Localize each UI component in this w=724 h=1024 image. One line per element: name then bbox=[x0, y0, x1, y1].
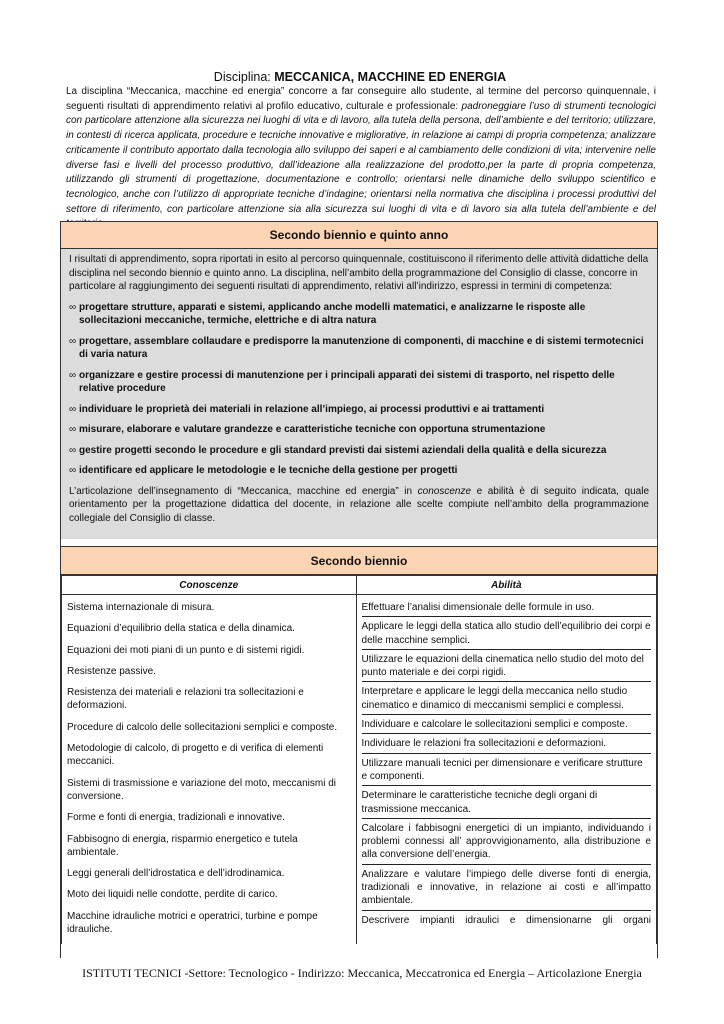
col-header-abilita: Abilità bbox=[356, 576, 656, 595]
competence-text: progettare, assemblare collaudare e predisporre la manutenzione di componenti, di macchine e di sistemi termotecnici di varia natura bbox=[79, 335, 644, 360]
competence-list bbox=[69, 301, 649, 478]
bullet-icon: ∞ bbox=[69, 335, 77, 347]
page-footer: ISTITUTI TECNICI -Settore: Tecnologico - Indirizzo: Meccanica, Meccatronica ed Energia – Articolazione Energia bbox=[82, 966, 642, 980]
conoscenza-item: Macchine idrauliche motrici e operatrici, turbine e pompe idrauliche. bbox=[67, 910, 318, 936]
conoscenza-item: Equazioni dei moti piani di un punto e di sistemi rigidi. bbox=[67, 644, 305, 656]
conoscenza-item: Sistema internazionale di misura. bbox=[67, 602, 215, 613]
title-name: MECCANICA, MACCHINE ED ENERGIA bbox=[274, 70, 507, 84]
competence-text: gestire progetti secondo le procedure e gli standard previsti dai sistemi aziendali della qualità e della sicurezza bbox=[79, 444, 607, 456]
conoscenza-item: Forme e fonti di energia, tradizionali e innovative. bbox=[67, 812, 285, 824]
abilita-item: Utilizzare le equazioni della cinematica nello studio del moto del punto materiale e dei corpi rigidi. bbox=[362, 653, 651, 683]
competence-item bbox=[69, 369, 649, 396]
competence-text: identificare ed applicare le metodologie e le tecniche della gestione per progetti bbox=[79, 465, 458, 476]
section-secondo-biennio-quinto-anno bbox=[60, 221, 658, 547]
abilita-item: Utilizzare manuali tecnici per dimensionare e verificare strutture e componenti. bbox=[362, 757, 651, 787]
conclusion-italic: conoscenze bbox=[417, 485, 472, 497]
competence-text: progettare strutture, apparati e sistemi, applicando anche modelli matematici, e analizzarne le risposte alle sollecitazioni meccaniche, termiche, elettriche e di altra natura bbox=[79, 301, 586, 326]
conclusion-text-a: L’articolazione dell’insegnamento di “Meccanica, macchine ed energia” in bbox=[69, 485, 418, 497]
conoscenza-item: Resistenze passive. bbox=[67, 665, 156, 677]
intro-text: La disciplina “Meccanica, macchine ed energia” concorre a far conseguire allo studente, al termine del percorso quinquennale, i seguenti risultati di apprendimento relativi al profilo educativo, culturale e professionale: bbox=[66, 86, 656, 112]
competence-item bbox=[69, 335, 649, 362]
abilita-item: Applicare le leggi della statica allo studio dell’equilibrio dei corpi e delle macchine semplici. bbox=[362, 620, 651, 650]
bullet-icon: ∞ bbox=[69, 444, 77, 456]
abilita-item: Descrivere impianti idraulici e dimensionarne gli organi bbox=[361, 914, 651, 926]
conoscenza-item: Resistenza dei materiali e relazioni tra sollecitazioni e deformazioni. bbox=[67, 687, 304, 712]
conoscenza-item: Metodologie di calcolo, di progetto e di verifica di elementi meccanici. bbox=[67, 743, 324, 768]
bullet-icon: ∞ bbox=[69, 465, 77, 476]
title-prefix: Disciplina: bbox=[213, 70, 275, 84]
competence-text: individuare le proprietà dei materiali in relazione all’impiego, ai processi produttivi e ai trattamenti bbox=[79, 403, 545, 415]
bullet-icon: ∞ bbox=[69, 403, 77, 415]
competence-text: organizzare e gestire processi di manutenzione per i principali apparati dei sistemi di trasporto, nel rispetto delle relative procedure bbox=[79, 369, 615, 394]
competence-item bbox=[69, 403, 649, 417]
intro-paragraph bbox=[66, 85, 656, 232]
conoscenze-column bbox=[62, 595, 357, 945]
abilita-item: Determinare le caratteristiche tecniche degli organi di trasmissione meccanica. bbox=[362, 789, 651, 819]
section-secondo-biennio bbox=[60, 546, 658, 958]
conoscenza-item: Moto dei liquidi nelle condotte, perdite di carico. bbox=[67, 889, 278, 901]
section-conclusion bbox=[69, 485, 649, 526]
abilita-item: Analizzare e valutare l’impiego delle diverse fonti di energia, tradizionali e innovative, in relazione ai costi e all’impatto ambientale. bbox=[362, 868, 651, 911]
bullet-icon: ∞ bbox=[69, 369, 77, 381]
conoscenza-item: Sistemi di trasmissione e variazione del moto, meccanismi di conversione. bbox=[67, 777, 336, 802]
intro-italic-text: padroneggiare l’uso di strumenti tecnologici con particolare attenzione alla sicurezza nei luoghi di vita e di lavoro, alla tutela della persona, dell’ambiente e del territorio; utilizzare, in contesti di ricerca applicata, procedure e tecniche innovative e migliorative, in relazione ai campi di propria competenza; analizzare criticamente il contributo apportato dalla tecnologia allo sviluppo dei saperi e al cambiamento delle condizioni di vita; intervenire nelle diverse fasi e livelli del processo produttivo, dall’ideazione alla realizzazione del prodotto,per la parte di propria competenza, utilizzando gli strumenti di progettazione, documentazione e controllo; orientarsi nelle dinamiche dello sviluppo scientifico e tecnologico, anche con l’utilizzo di appropriate tecniche d’indagine; orientarsi nella normativa che disciplina i processi produttivi del settore di riferimento, con particolare attenzione sia alla sicurezza sui luoghi di vita e di lavoro sia alla tutela dell’ambiente e del bbox=[66, 100, 656, 215]
discipline-title bbox=[60, 70, 660, 84]
col-header-conoscenze: Conoscenze bbox=[62, 576, 357, 595]
knowledge-skills-table bbox=[61, 575, 657, 944]
conoscenza-item: Equazioni d’equilibrio della statica e della dinamica. bbox=[67, 623, 295, 635]
conclusion-text-b: e abilità è di seguito indicata, quale orientamento per la progettazione didattica del docente, in relazione alle scelte compiute nell’ambito della programmazione collegiale del Consiglio di classe. bbox=[69, 485, 649, 524]
competence-item bbox=[69, 444, 649, 458]
competence-text: misurare, elaborare e valutare grandezze e caratteristiche tecniche con opportuna strumentazione bbox=[79, 424, 546, 435]
abilita-item: Calcolare i fabbisogni energetici di un impianto, individuando i problemi connessi all’ approvvigionamento, alla distribuzione e alla conversione dell’energia. bbox=[362, 822, 651, 865]
section-paragraph: I risultati di apprendimento, sopra riportati in esito al percorso quinquennale, costituiscono il riferimento delle attività didattiche della disciplina nel secondo biennio e quinto anno. La disciplina, nell’ambito della programmazione del Consiglio di classe, concorre in particolare al raggiungimento dei seguenti risultati di apprendimento, relativi all’indirizzo, espressi in termini di competenza: bbox=[69, 254, 649, 292]
abilita-column bbox=[356, 595, 656, 945]
conoscenza-item: Fabbisogno di energia, risparmio energetico e tutela ambientale. bbox=[67, 833, 298, 858]
section2-heading: Secondo biennio bbox=[61, 547, 657, 575]
abilita-item: Interpretare e applicare le leggi della meccanica nello studio cinematico e dinamico di meccanismi semplici e complessi. bbox=[362, 685, 651, 715]
competence-item bbox=[69, 301, 649, 328]
abilita-item: Individuare le relazioni fra sollecitazioni e deformazioni. bbox=[362, 737, 651, 753]
bullet-icon: ∞ bbox=[69, 424, 77, 435]
section-heading: Secondo biennio e quinto anno bbox=[61, 222, 657, 249]
abilita-item: Individuare e calcolare le sollecitazioni semplici e composte. bbox=[362, 718, 651, 734]
bullet-icon: ∞ bbox=[69, 301, 77, 313]
competence-item bbox=[69, 464, 649, 478]
conoscenza-item: Leggi generali dell’idrostatica e dell’idrodinamica. bbox=[67, 868, 285, 880]
conoscenza-item: Procedure di calcolo delle sollecitazioni semplici e composte. bbox=[67, 721, 338, 733]
abilita-item: Effettuare l’analisi dimensionale delle formule in uso. bbox=[362, 601, 651, 617]
competence-item bbox=[69, 423, 649, 437]
section-body bbox=[61, 249, 657, 539]
